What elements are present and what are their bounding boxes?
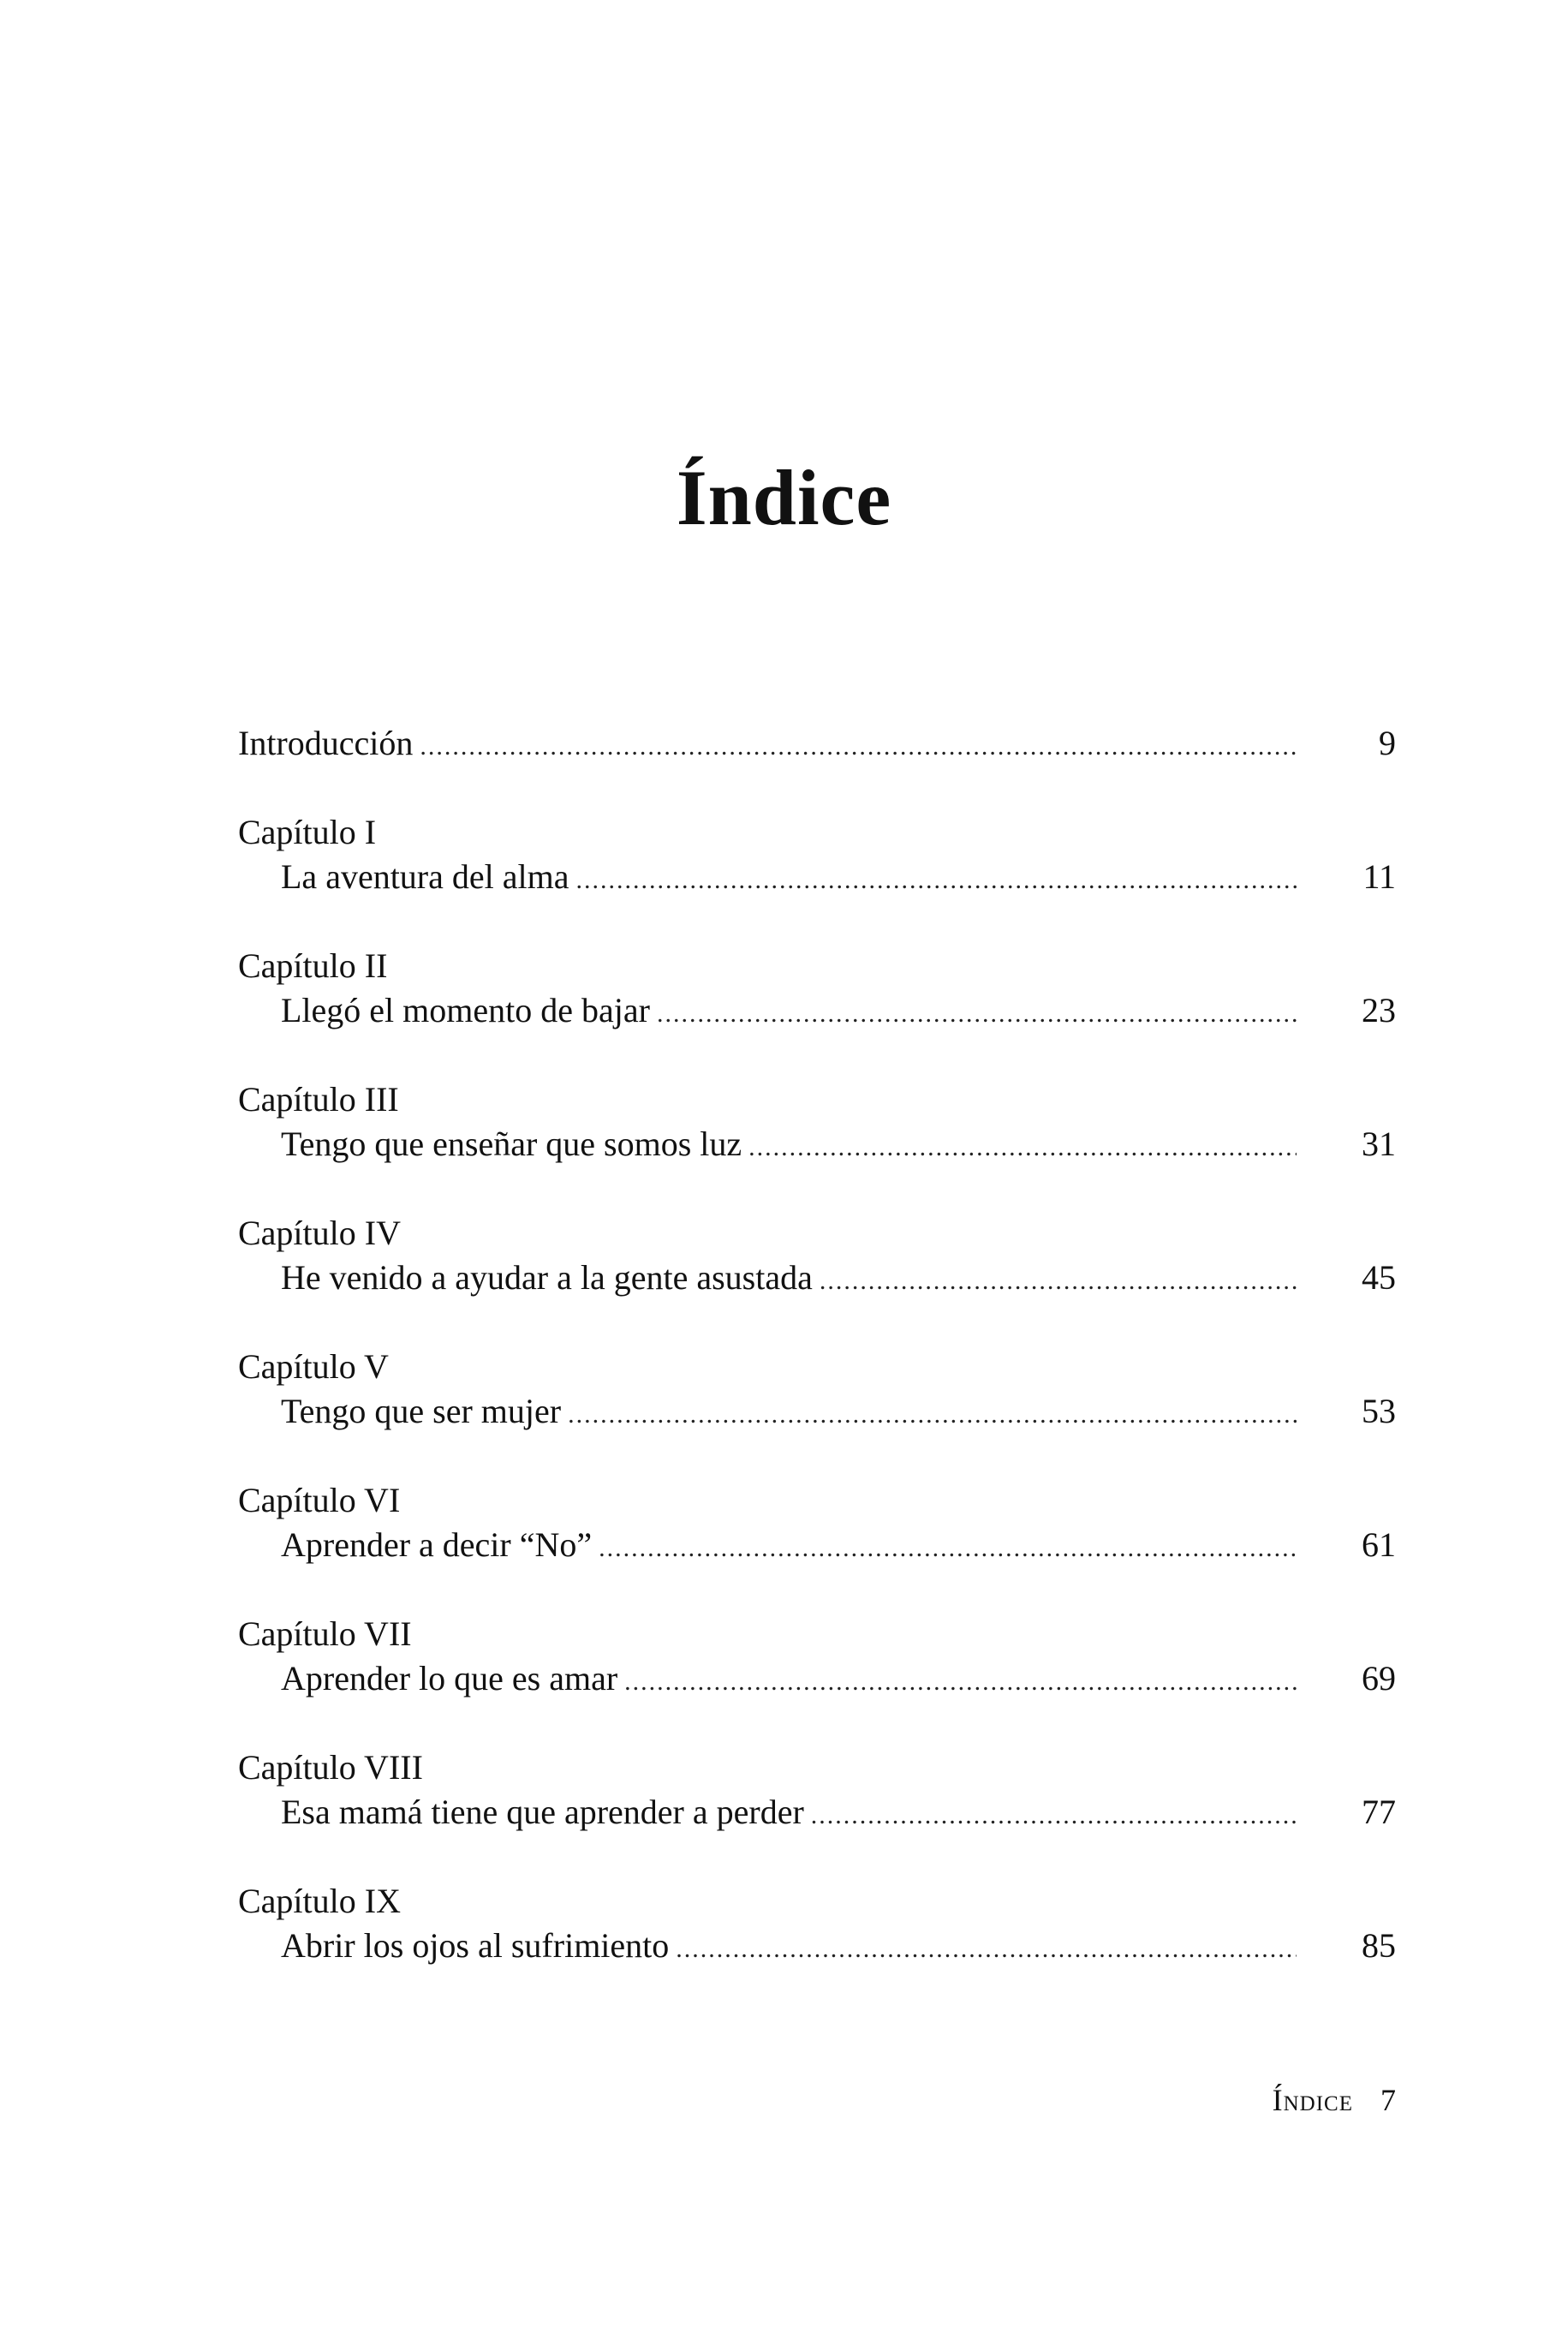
toc-entry-capitulo-2 — [238, 944, 1396, 1033]
chapter-label: Capítulo V — [238, 1347, 389, 1386]
toc-page-number: 9 — [1379, 724, 1396, 762]
toc-row — [238, 1790, 1396, 1835]
toc-entry-introduccion — [238, 721, 1396, 766]
toc-page-number: 23 — [1362, 991, 1396, 1029]
page-title: Índice — [676, 454, 892, 541]
toc-row — [238, 1924, 1396, 1968]
dot-leader — [624, 1660, 1297, 1704]
toc-row — [238, 1256, 1396, 1300]
running-footer — [1273, 2085, 1397, 2115]
toc-entry-title: Llegó el momento de bajar — [281, 991, 650, 1029]
toc-entry-capitulo-6 — [238, 1478, 1396, 1567]
toc-row — [238, 1656, 1396, 1701]
dot-leader — [748, 1125, 1297, 1170]
dot-leader — [657, 992, 1297, 1036]
dot-leader — [811, 1793, 1297, 1838]
toc-page-number: 77 — [1362, 1793, 1396, 1831]
toc-page-number: 69 — [1362, 1659, 1396, 1698]
toc-entry-capitulo-8 — [238, 1745, 1396, 1835]
dot-leader — [820, 1259, 1297, 1304]
chapter-label: Capítulo IV — [238, 1214, 401, 1252]
chapter-label: Capítulo II — [238, 946, 388, 985]
toc-entry-title: He venido a ayudar a la gente asustada — [281, 1258, 813, 1297]
toc-entry-title: Aprender lo que es amar — [281, 1659, 618, 1698]
toc-entry-capitulo-1 — [238, 810, 1396, 899]
toc-entry-title: Tengo que ser mujer — [281, 1392, 562, 1430]
chapter-label: Capítulo VI — [238, 1481, 401, 1519]
toc-page-number: 11 — [1362, 857, 1396, 896]
toc-row — [238, 1389, 1396, 1434]
chapter-label: Capítulo VIII — [238, 1748, 423, 1787]
toc-row — [238, 1122, 1396, 1166]
toc-entry-capitulo-3 — [238, 1077, 1396, 1166]
toc-row — [238, 721, 1396, 766]
toc-entry-title: Introducción — [238, 724, 414, 762]
dot-leader — [568, 1393, 1297, 1437]
dot-leader — [676, 1927, 1297, 1972]
toc-row — [238, 988, 1396, 1033]
toc-entry-capitulo-9 — [238, 1879, 1396, 1968]
chapter-label: Capítulo VII — [238, 1614, 412, 1653]
toc-entry-title: Esa mamá tiene que aprender a perder — [281, 1793, 804, 1831]
dot-leader — [575, 858, 1297, 903]
toc-entry-title: Aprender a decir “No” — [281, 1525, 593, 1564]
toc-row — [238, 855, 1396, 899]
footer-page-number: 7 — [1380, 2083, 1397, 2117]
table-of-contents — [238, 721, 1396, 2013]
toc-page-number: 31 — [1362, 1125, 1396, 1163]
toc-page-number: 85 — [1362, 1926, 1396, 1965]
chapter-label: Capítulo IX — [238, 1882, 401, 1920]
toc-entry-capitulo-5 — [238, 1345, 1396, 1434]
toc-page-number: 61 — [1362, 1525, 1396, 1564]
toc-entry-title: La aventura del alma — [281, 857, 569, 896]
toc-page-number: 45 — [1362, 1258, 1396, 1297]
toc-entry-capitulo-7 — [238, 1612, 1396, 1701]
toc-row — [238, 1523, 1396, 1567]
toc-entry-capitulo-4 — [238, 1211, 1396, 1300]
toc-entry-title: Tengo que enseñar que somos luz — [281, 1125, 742, 1163]
dot-leader — [599, 1526, 1297, 1571]
toc-page-number: 53 — [1362, 1392, 1396, 1430]
chapter-label: Capítulo I — [238, 813, 377, 851]
toc-entry-title: Abrir los ojos al sufrimiento — [281, 1926, 670, 1965]
footer-section-title: Índice — [1272, 2083, 1353, 2117]
dot-leader — [420, 725, 1297, 769]
chapter-label: Capítulo III — [238, 1080, 399, 1119]
